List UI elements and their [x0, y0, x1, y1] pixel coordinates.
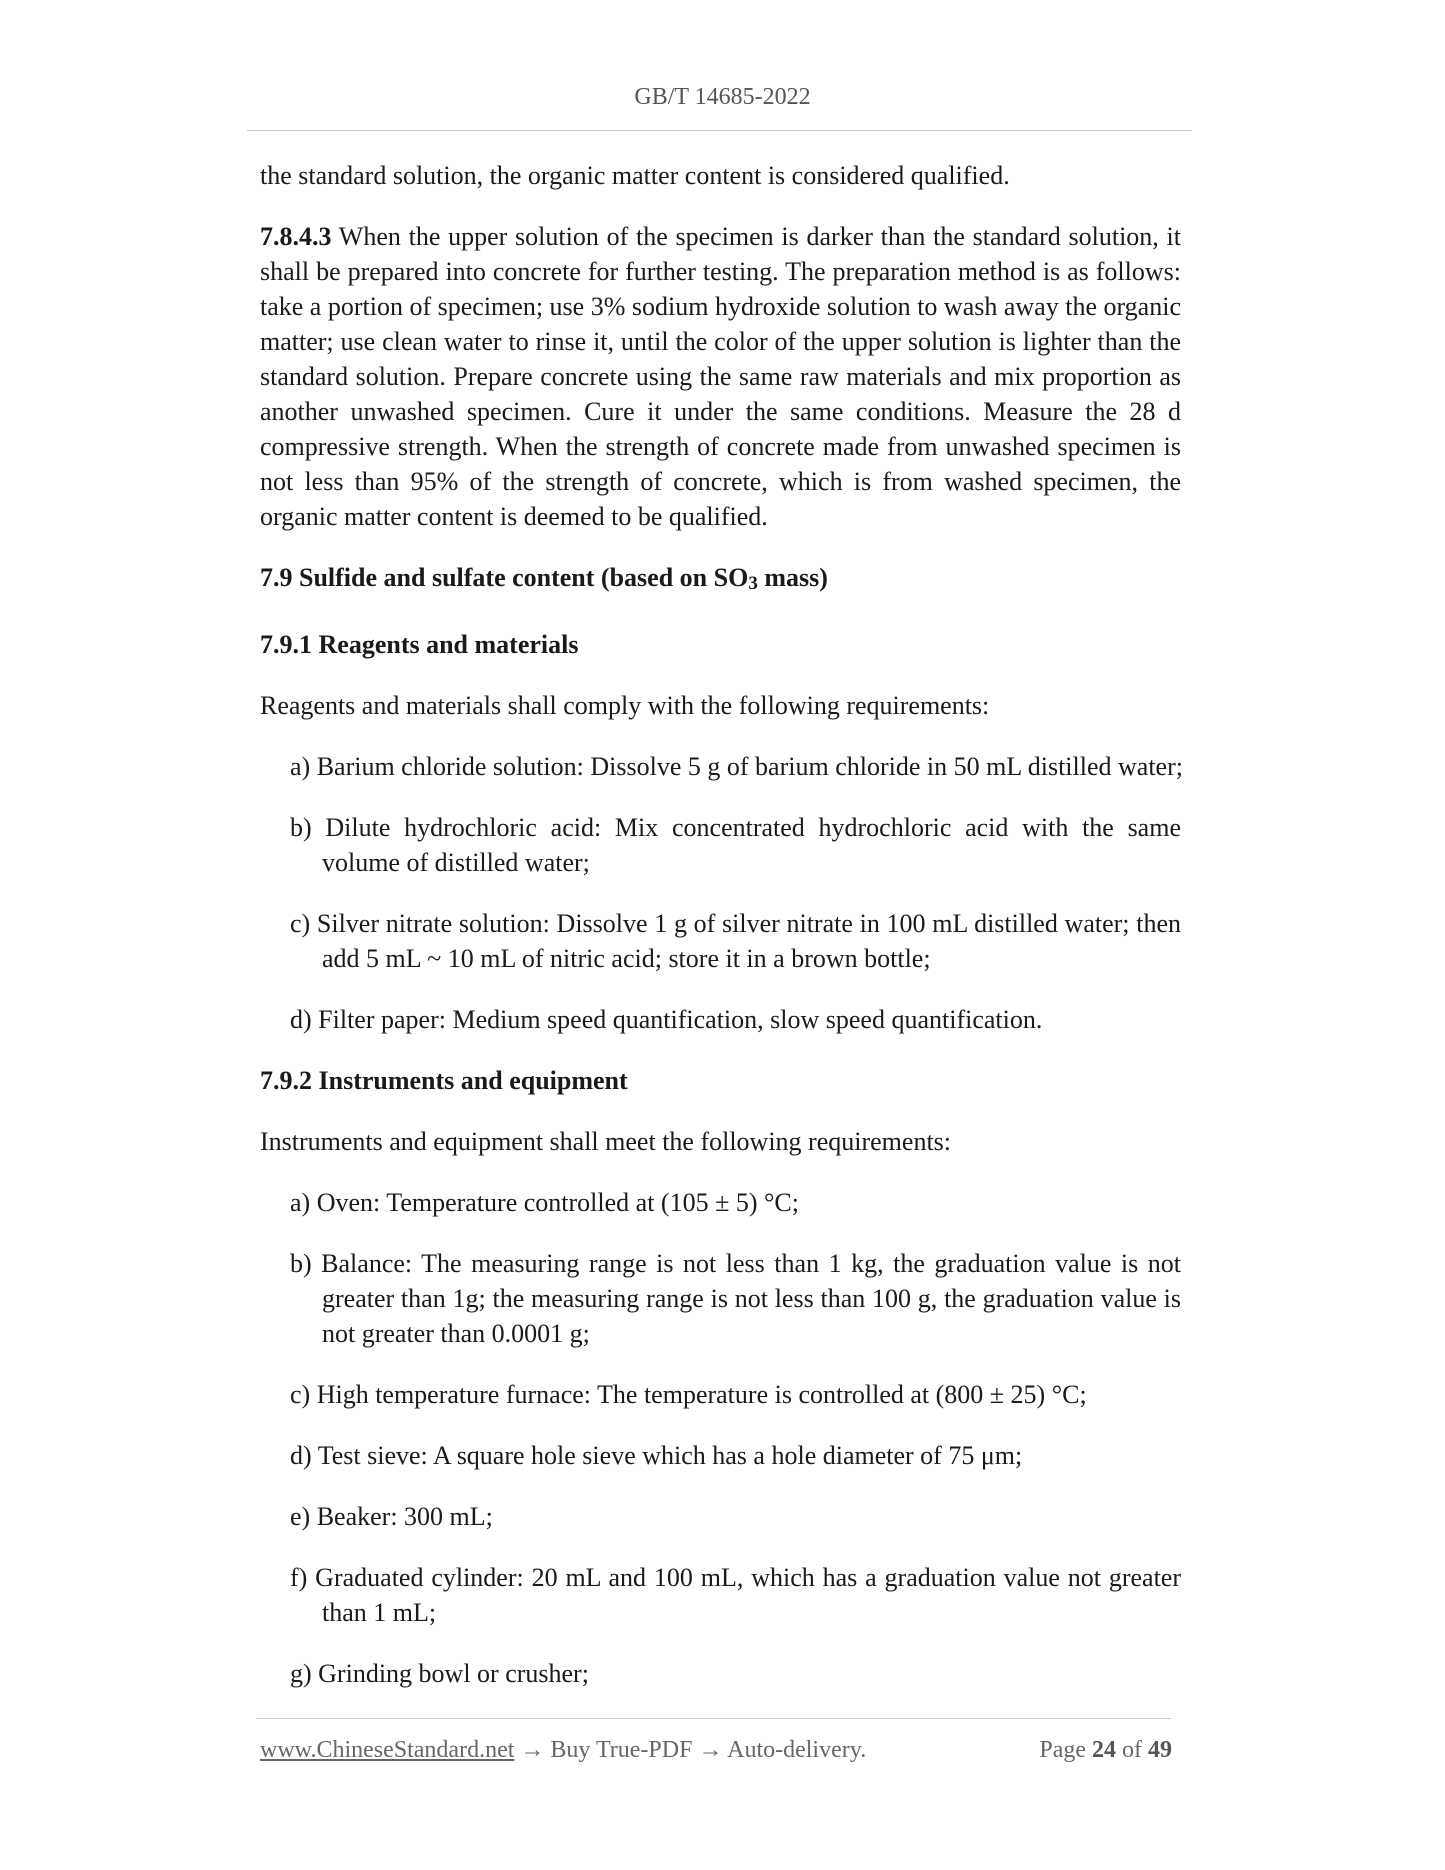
- list-item-reagent-d: d) Filter paper: Medium speed quantification, slow speed quantification.: [290, 1005, 1043, 1034]
- clause-text: When the upper solution of the specimen is darker than the standard solution, it shall be prepared into concrete for further testing. The preparation method is as follows: take a portion of specimen; use 3% sodium hydroxide solution to wash away the organic matter; use clean water to rinse it, until the color of the upper solution is lighter than the standard solution. Prepare concrete using the same raw materials and mix proportion as another unwashed specimen. Cure it under the same conditions. Measure the 28 d compressive strength. When the strength of concrete made from unwashed specimen is not less than 95% of the strength of concrete, which is from washed specimen, the organic matter content is deemed to be qualified.: [260, 222, 1181, 531]
- clause-7-8-4-3: [260, 219, 1181, 534]
- footer-promo: [260, 1737, 866, 1764]
- list-item-instrument-d: d) Test sieve: A square hole sieve which has a hole diameter of 75 μm;: [290, 1441, 1023, 1470]
- footer-divider: [256, 1718, 1171, 1719]
- site-link[interactable]: www.ChineseStandard.net: [260, 1737, 515, 1763]
- heading-7-9: 7.9 Sulfide and sulfate content (based on SO3 mass): [260, 563, 828, 594]
- list-item-instrument-g: g) Grinding bowl or crusher;: [290, 1659, 589, 1688]
- page-content: [260, 158, 1181, 1717]
- heading-7-9-2: 7.9.2 Instruments and equipment: [260, 1066, 628, 1095]
- list-item-instrument-b: b) Balance: The measuring range is not less than 1 kg, the graduation value is not greater than 1g; the measuring range is not less than 100 g, the graduation value is not greater than 0.0001 g;: [290, 1249, 1181, 1348]
- list-item-reagent-c: c) Silver nitrate solution: Dissolve 1 g of silver nitrate in 100 mL distilled water; then add 5 mL ~ 10 mL of nitric acid; store it in a brown bottle;: [290, 909, 1181, 973]
- current-page: 24: [1092, 1737, 1116, 1763]
- list-item-instrument-e: e) Beaker: 300 mL;: [290, 1502, 493, 1531]
- list-item-instrument-f: f) Graduated cylinder: 20 mL and 100 mL, which has a graduation value not greater than 1 mL;: [290, 1563, 1181, 1627]
- promo-text: → Buy True-PDF → Auto-delivery.: [514, 1737, 867, 1763]
- paragraph-reagents-intro: Reagents and materials shall comply with the following requirements:: [260, 691, 990, 720]
- total-pages: 49: [1148, 1737, 1172, 1763]
- page-number: Page 24 of 49: [1039, 1737, 1172, 1763]
- list-item-reagent-a: a) Barium chloride solution: Dissolve 5 g of barium chloride in 50 mL distilled water;: [290, 752, 1183, 781]
- paragraph-instruments-intro: Instruments and equipment shall meet the following requirements:: [260, 1127, 952, 1156]
- clause-number: 7.8.4.3: [260, 222, 332, 251]
- heading-7-9-1: 7.9.1 Reagents and materials: [260, 630, 579, 659]
- header-divider: [247, 130, 1192, 131]
- list-item-reagent-b: b) Dilute hydrochloric acid: Mix concentrated hydrochloric acid with the same volume of distilled water;: [290, 813, 1181, 877]
- list-item-instrument-a: a) Oven: Temperature controlled at (105 ± 5) °C;: [290, 1188, 799, 1217]
- paragraph-continuation: the standard solution, the organic matter content is considered qualified.: [260, 161, 1010, 190]
- page-header: GB/T 14685-2022: [634, 84, 811, 110]
- list-item-instrument-c: c) High temperature furnace: The temperature is controlled at (800 ± 25) °C;: [290, 1380, 1087, 1409]
